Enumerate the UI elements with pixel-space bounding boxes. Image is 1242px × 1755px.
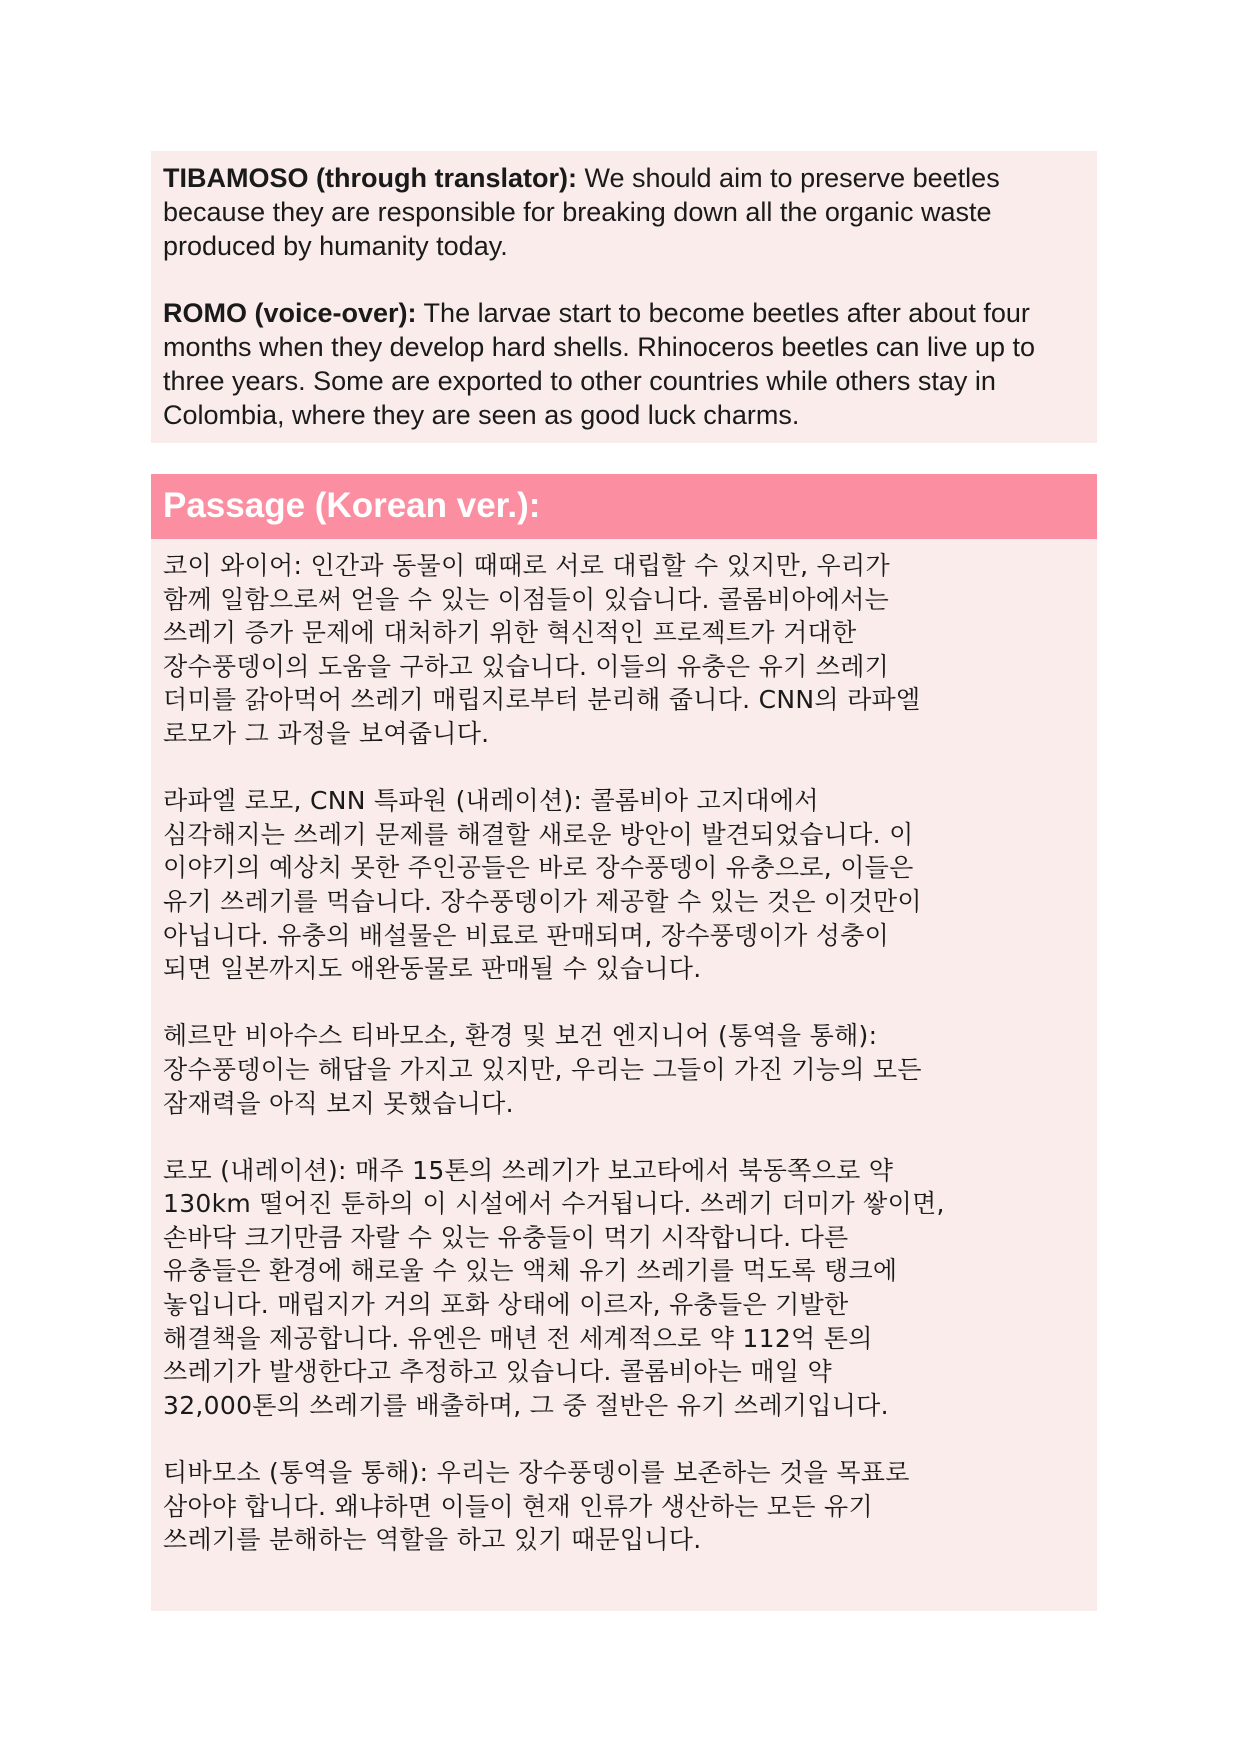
paragraph-text: 우리는 장수풍뎅이를 보존하는 것을 목표로 삼아야 합니다. 왜냐하면 이들이 현재 인류가 생산하는 모든 유기 쓰레기를 분해하는 역할을 하고 있기 때문입니다. xyxy=(163,1458,910,1555)
speaker-label: 라파엘 로모, CNN 특파원 (내레이션): xyxy=(163,786,583,816)
speaker-label: 코이 와이어: xyxy=(163,551,303,580)
passage-title: Passage (Korean ver.): xyxy=(163,486,541,525)
transcript-paragraph-romo xyxy=(163,296,1085,432)
paragraph-text: 인간과 동물이 때때로 서로 대립할 수 있지만, 우리가 함께 일함으로써 얻을 수 있는 이점들이 있습니다. 콜롬비아에서는 쓰레기 증가 문제에 대처하기 위한 혁신적인 프로젝트가 거대한 장수풍뎅이의 도움을 구하고 있습니다. 이들의 유충은 유기 쓰레기 더미를 갉아먹어 쓰레기 매립지로부터 분리해 줍니다. CNN의 라파엘 로모가 그 과정을 보여줍니다. xyxy=(163,551,921,748)
transcript-paragraph-rafael-romo xyxy=(163,784,1085,986)
paragraph-text: 콜롬비아 고지대에서 심각해지는 쓰레기 문제를 해결할 새로운 방안이 발견되었습니다. 이 이야기의 예상치 못한 주인공들은 바로 장수풍뎅이 유충으로, 이들은 유기 쓰레기를 먹습니다. 장수풍뎅이가 제공할 수 있는 것은 이것만이 아닙니다. 유충의 배설물은 비료로 판매되며, 장수풍뎅이가 성충이 되면 일본까지도 애완동물로 판매될 수 있습니다. xyxy=(163,786,922,984)
transcript-paragraph-tibamoso-translator xyxy=(163,1456,1085,1557)
speaker-label: 티바모소 (통역을 통해): xyxy=(163,1458,429,1488)
paragraph-text: We should aim to preserve beetles because they are responsible for breaking down all the organic waste produced by humanity today. xyxy=(163,163,1000,261)
transcript-paragraph-herman-tibamoso xyxy=(163,1019,1085,1120)
paragraph-text: 매주 15톤의 쓰레기가 보고타에서 북동쪽으로 약 130km 떨어진 툰하의 이 시설에서 수거됩니다. 쓰레기 더미가 쌓이면, 손바닥 크기만큼 자랄 수 있는 유충들이 먹기 시작합니다. 다른 유충들은 환경에 해로울 수 있는 액체 유기 쓰레기를 먹도록 탱크에 놓입니다. 매립지가 거의 포화 상태에 이르자, 유충들은 기발한 해결책을 제공합니다. 유엔은 매년 전 세계적으로 약 112억 톤의 쓰레기가 발생한다고 추정하고 있습니다. 콜롬비아는 매일 약 32,000톤의 쓰레기를 배출하며, 그 중 절반은 유기 쓰레기입니다. xyxy=(163,1155,945,1420)
transcript-paragraph-romo-narration xyxy=(163,1154,1085,1423)
passage-section-header xyxy=(151,474,1097,539)
speaker-label: TIBAMOSO (through translator): xyxy=(163,163,577,193)
paragraph-text: The larvae start to become beetles after about four months when they develop hard shells. Rhinoceros beetles can live up to three years. Some are exported to other countries while others stay in Colombia, where they are seen as good luck charms. xyxy=(163,298,1036,430)
speaker-label: ROMO (voice-over): xyxy=(163,298,417,328)
transcript-paragraph-coy-wire xyxy=(163,549,1085,751)
paragraph-text: 장수풍뎅이는 해답을 가지고 있지만, 우리는 그들이 가진 기능의 모든 잠재력을 아직 보지 못했습니다. xyxy=(163,1054,922,1118)
english-transcript-panel xyxy=(151,151,1097,443)
speaker-label: 헤르만 비아수스 티바모소, 환경 및 보건 엔지니어 (통역을 통해): xyxy=(163,1021,878,1051)
korean-transcript-panel xyxy=(151,539,1097,1611)
transcript-paragraph-tibamoso xyxy=(163,161,1085,263)
speaker-label: 로모 (내레이션): xyxy=(163,1155,347,1185)
